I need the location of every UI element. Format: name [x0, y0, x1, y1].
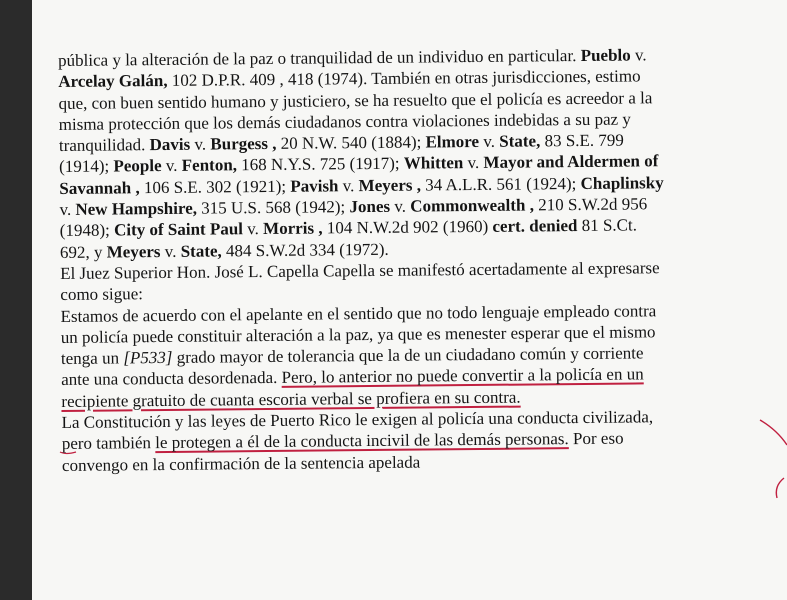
case-name: Meyers , [358, 175, 422, 195]
text-segment: 315 U.S. 568 (1942); [196, 197, 350, 218]
text-segment: 210 S.W.2d 956 [533, 194, 648, 215]
text-segment: 168 N.Y.S. 725 (1917); [236, 154, 404, 175]
text-segment: v. [630, 45, 647, 65]
text-segment: v. [160, 241, 181, 261]
text-segment: v. [390, 196, 411, 216]
text-segment: como sigue: [60, 284, 144, 305]
text-segment: v. [59, 199, 76, 220]
case-name: cert. denied [492, 216, 578, 237]
text-segment: El Juez Superior Hon. José L. Capella Capella se manifestó acertadamente al expresarse [60, 258, 660, 283]
text-segment: tranquilidad. [58, 135, 150, 156]
case-name: Morris , [263, 218, 323, 239]
case-name: City of Saint Paul [113, 219, 244, 240]
text-segment: 81 S.Ct. [577, 215, 638, 236]
text-segment: 102 D.P.R. 409 , 418 (1974). También en otras jurisdicciones, estimo [167, 66, 641, 91]
text-segment: Estamos de acuerdo con el apelante en el sentido que no todo lenguaje empleado contra [60, 300, 657, 326]
case-name: Pavish [290, 176, 339, 196]
text-segment: (1948); [59, 220, 115, 241]
case-name: Arcelay Galán, [58, 71, 168, 92]
text-segment: v. [161, 156, 182, 176]
underlined-text: Pero, lo anterior no puede convertir a la policía en un [281, 364, 644, 388]
text-segment: 83 S.E. 799 [540, 130, 624, 151]
text-segment: ante una conducta desordenada. [61, 368, 282, 390]
underlined-text: le protegen a él de la conducta incivil de las demás personas. [155, 429, 569, 453]
case-name: Jones [349, 196, 391, 217]
text-segment: misma protección que los demás ciudadanos contra violaciones indebidas a su paz y [58, 109, 631, 134]
text-segment: que, con buen sentido humano y justiciero, se ha resuelto que el policía es acreedor a la [58, 87, 653, 113]
case-name: Chaplinsky [580, 172, 664, 193]
text-segment: tenga un [60, 348, 124, 369]
case-name: Savannah , [59, 178, 140, 198]
scanned-page [32, 0, 787, 600]
text-segment: v. [478, 131, 500, 152]
case-name: State, [180, 241, 222, 261]
case-name: Fenton, [181, 155, 238, 176]
case-name: Commonwealth , [410, 195, 535, 216]
text-segment: convengo en la confirmación de la sentencia apelada [61, 452, 421, 475]
case-name: State, [499, 131, 541, 151]
text-segment: pero también [61, 433, 156, 454]
text-segment: 106 S.E. 302 (1921); [139, 176, 291, 198]
text-segment: 104 N.W.2d 902 (1960) [322, 217, 493, 238]
text-segment: v. [463, 153, 484, 173]
case-name: Davis [149, 134, 191, 155]
text-segment: La Constitución y las leyes de Puerto Rico le exigen al policía una conducta civilizada, [61, 407, 654, 433]
text-segment: pública y la alteración de la paz o tranquilidad de un individuo en particular. [58, 45, 581, 70]
case-name: Whitten [403, 153, 464, 174]
case-name: New Hampshire, [75, 198, 198, 219]
text-segment: 20 N.W. 540 (1884); [276, 132, 426, 154]
pen-stroke-margin-bottom [776, 478, 784, 498]
case-name: Mayor and Aldermen of [483, 151, 659, 173]
text-segment: un policía puede constituir alteración a la paz, ya que es menester esperar que el mismo [60, 322, 656, 347]
case-name: Burgess , [210, 134, 277, 154]
text-segment: (1914); [59, 156, 114, 177]
text-segment: 484 S.W.2d 334 (1972). [221, 239, 389, 261]
case-name: Pueblo [580, 45, 631, 65]
text-segment: 34 A.L.R. 561 (1924); [420, 173, 581, 195]
text-segment: v. [190, 134, 211, 154]
case-name: Elmore [425, 132, 480, 152]
text-segment: grado mayor de tolerancia que la de un ciudadano común y corriente [172, 343, 644, 368]
text-segment: [P533] [123, 348, 173, 368]
text-segment: 692, y [59, 242, 107, 262]
text-segment: Por eso [568, 428, 624, 449]
document-body [58, 43, 782, 476]
text-segment: v. [242, 219, 264, 239]
underlined-text: recipiente gratuito de cuanta escoria verbal se profiera en su contra. [61, 387, 521, 411]
text-segment: v. [338, 175, 359, 196]
case-name: People [113, 156, 162, 176]
case-name: Meyers [106, 241, 161, 262]
